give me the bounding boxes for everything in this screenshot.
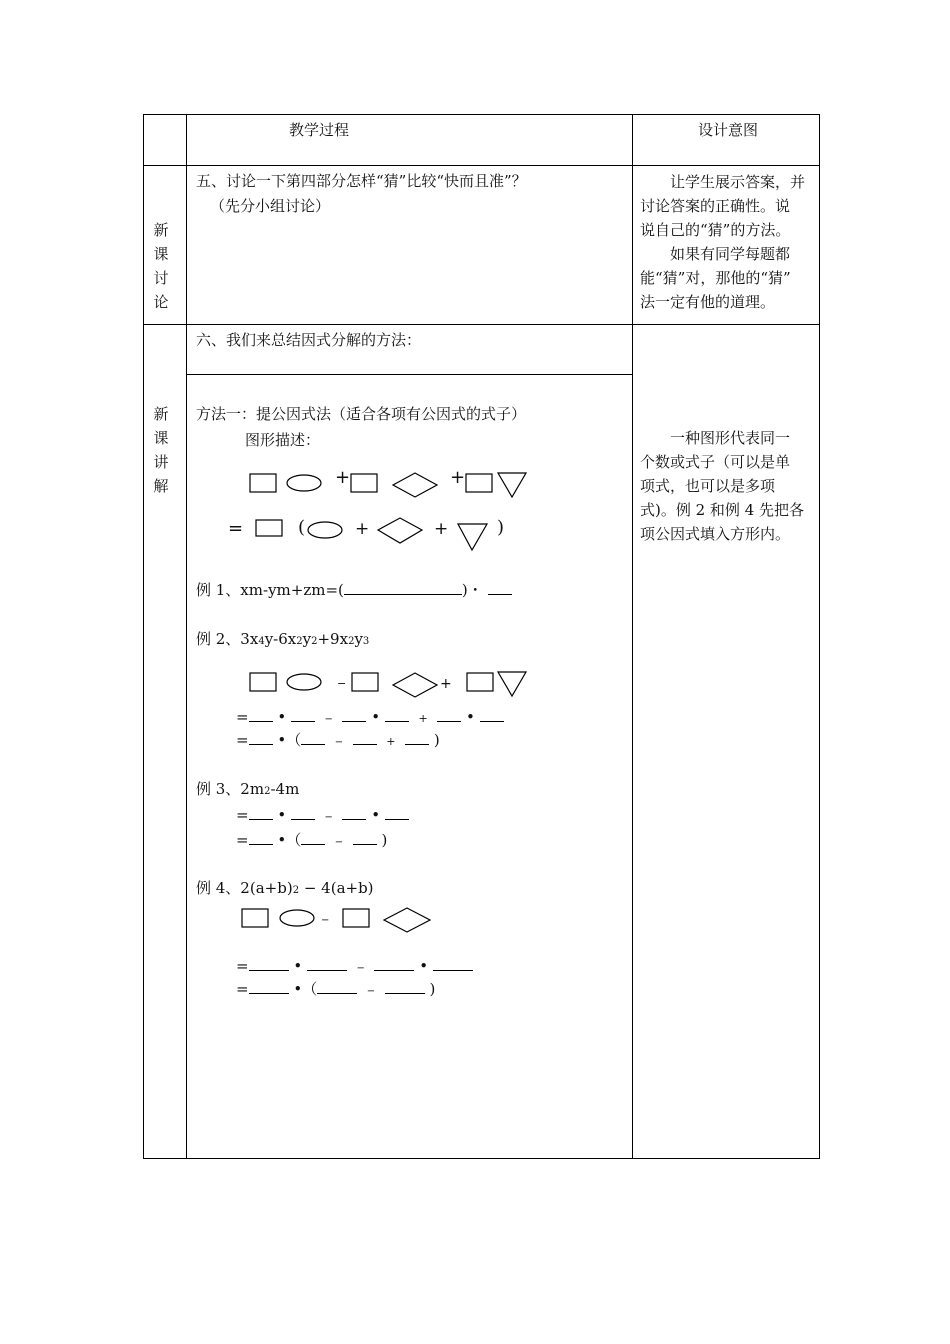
right-paren: ) [429,980,436,998]
example-2 [196,630,369,651]
exponent: 2 [264,786,271,797]
equals-sign: = [236,831,249,849]
example-2-text: y-6x [264,630,297,648]
example-4-text: − 4(a+b) [299,879,374,897]
triangle-shape [498,473,526,497]
intent-line: 法一定有他的道理。 [640,293,776,311]
minus-sign: − [337,677,347,690]
dot-sign: • [277,708,287,726]
equals-sign: = [236,731,249,749]
dot-sign: • [419,957,429,975]
header-process: 教学过程 [289,121,350,139]
answer-blank [405,732,429,745]
intent-line: 个数或式子（可以是单 [640,453,791,471]
dot-sign: • [293,957,303,975]
answer-blank [249,709,273,722]
plus-sign: + [335,467,351,488]
exponent: 3 [362,636,370,647]
plus-sign: + [355,519,370,539]
exponent: 2 [348,636,355,647]
left-paren: （ [286,731,302,749]
plus-sign: + [386,735,396,748]
example-2-line-2 [236,731,440,752]
example-3-line-1 [236,806,409,827]
oval-shape [287,674,321,690]
intent-line: 讨论答案的正确性。说 [640,197,791,215]
dot-sign: • [277,831,287,849]
discussion-question: 五、讨论一下第四部分怎样“猜”比较“快而且准”？ [196,172,527,190]
square-shape [250,474,276,492]
example-3 [196,780,299,801]
minus-sign: − [356,963,365,974]
square-shape [250,673,276,691]
diamond-shape [393,473,437,497]
exponent: 4 [258,636,265,647]
summary-heading: 六、我们来总结因式分解的方法： [196,331,422,349]
answer-blank [249,958,289,971]
dot-sign: • [277,806,287,824]
dot-sign: • [277,731,287,749]
square-shape [242,909,268,927]
exponent: 2 [311,636,318,647]
plus-sign: + [440,676,452,692]
example-4-text: 例 4、2(a+b) [196,879,293,897]
example-2-text: +9x [317,630,349,648]
example-1-end: )・ [461,581,483,599]
answer-blank [291,807,315,820]
example-2-line-1 [236,708,504,729]
equals-sign: = [236,708,249,726]
example-3-text: 例 3、2m [196,780,265,798]
intent-line: 项式，也可以是多项 [640,477,776,495]
diamond-shape [378,518,422,543]
dot-sign: • [466,708,475,726]
minus-sign: − [324,812,333,823]
exponent: 2 [292,885,300,896]
answer-blank [301,832,325,845]
example-4-line-1 [236,957,473,978]
minus-sign: − [324,714,333,725]
square-shape [343,909,369,927]
intent-line: 式)。例 2 和例 4 先把各 [640,501,805,519]
answer-blank [249,807,273,820]
example-3-text: -4m [270,780,300,798]
intent-line: 说自己的“猜”的方法。 [640,221,791,239]
diamond-shape [393,673,437,697]
intent-line: 让学生展示答案，并 [670,173,806,191]
answer-blank [385,807,409,820]
answer-blank [249,981,289,994]
square-shape [256,520,282,536]
plus-sign: + [418,712,428,725]
plus-sign: + [450,467,466,488]
square-shape [352,673,378,691]
dot-sign: • [293,980,303,998]
square-shape [467,673,493,691]
example-4 [196,879,374,900]
square-shape [466,474,492,492]
example-2-text: 例 2、3x [196,630,259,648]
method-one: 方法一：提公因式法（适合各项有公因式的式子） [196,405,527,423]
example-1-text: 例 1、xm-ym+zm=( [196,581,344,599]
square-shape [351,474,377,492]
row1-label-char: 论 [153,293,169,311]
header-intent: 设计意图 [698,121,759,139]
answer-blank [385,981,425,994]
row1-label-char: 讨 [153,269,169,287]
row2-label-char: 新 [153,405,169,423]
row2-label-char: 课 [153,429,169,447]
example-3-line-2 [236,831,387,852]
answer-blank [317,981,357,994]
dot-sign: • [371,806,381,824]
equals-sign: = [236,957,249,975]
intent-line: 能“猜”对，那他的“猜” [640,269,791,287]
minus-sign: − [366,986,376,997]
example-4-line-2 [236,980,435,1001]
answer-blank [437,709,461,722]
oval-shape [287,475,321,491]
example-2-text: y [302,630,312,648]
equals-sign: = [236,980,249,998]
oval-shape [308,522,342,538]
row1-label-char: 课 [153,245,169,263]
answer-blank [344,582,462,595]
answer-blank [353,732,377,745]
row1-label-char: 新 [153,221,169,239]
left-paren: ( [298,517,306,538]
triangle-shape [458,524,487,550]
answer-blank [385,709,409,722]
answer-blank [307,958,347,971]
row2-label-char: 讲 [153,453,169,471]
left-paren: （ [302,980,318,998]
answer-blank [433,958,473,971]
answer-blank [480,709,504,722]
exponent: 2 [296,636,303,647]
intent-line: 如果有同学每题都 [670,245,791,263]
example-1 [196,581,512,599]
discussion-note: （先分小组讨论） [210,197,331,215]
minus-sign: − [321,915,330,926]
minus-sign: − [334,837,344,848]
row2-label-char: 解 [153,477,169,495]
answer-blank [249,732,273,745]
intent-line: 一种图形代表同一 [670,429,791,447]
answer-blank [342,807,366,820]
diamond-shape [384,908,430,932]
answer-blank [374,958,414,971]
answer-blank [291,709,315,722]
minus-sign: − [334,737,344,748]
answer-blank [249,832,273,845]
oval-shape [280,910,314,926]
answer-blank [488,582,512,595]
answer-blank [301,732,325,745]
plus-sign: + [434,519,449,539]
intent-line: 项公因式填入方形内。 [640,525,791,543]
answer-blank [342,709,366,722]
example-2-text: y [354,630,363,648]
triangle-shape [498,672,526,696]
left-paren: （ [286,831,302,849]
right-paren: ) [433,731,440,749]
answer-blank [353,832,377,845]
dot-sign: • [371,708,381,726]
equals-sign: = [236,806,249,824]
right-paren: ) [497,517,505,538]
equals-sign: = [228,518,244,539]
graphic-description: 图形描述： [245,431,321,449]
right-paren: ) [381,831,388,849]
